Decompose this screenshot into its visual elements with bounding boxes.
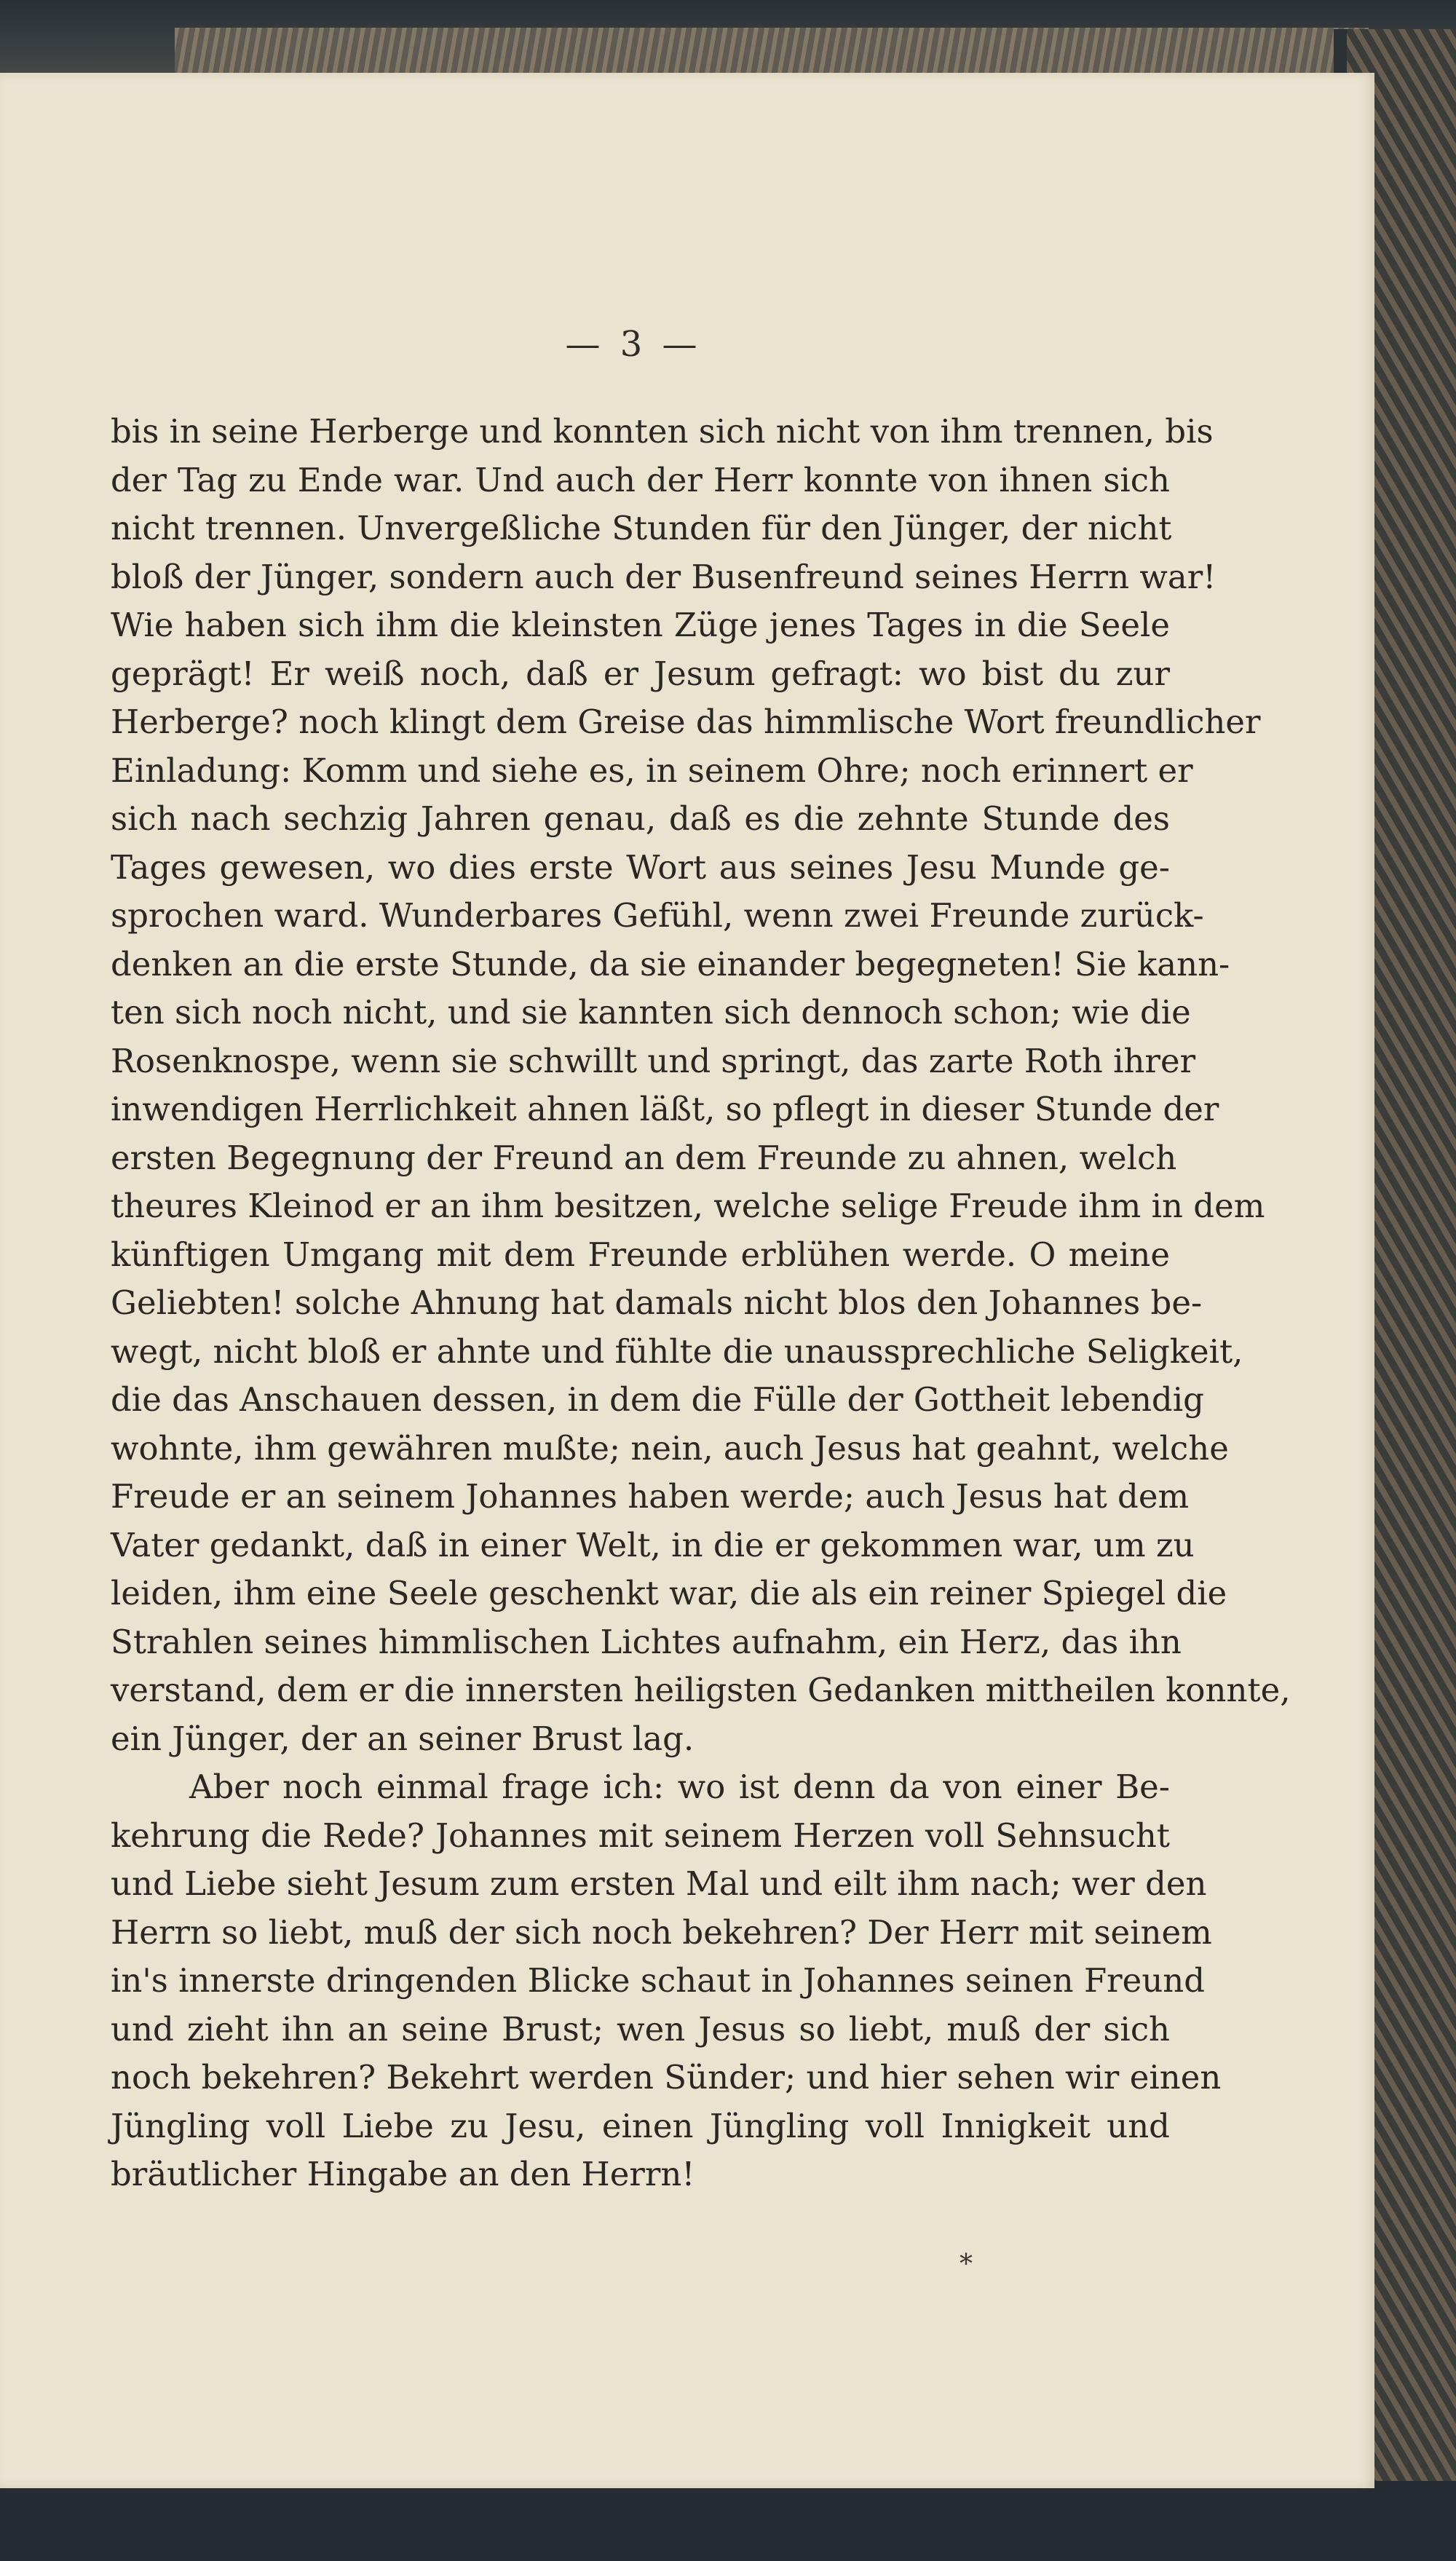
text-line: Strahlen seines himmlischen Lichtes aufnahm, ein Herz, das ihn [111,1622,1182,1661]
body-text [111,408,1291,2199]
text-line: bloß der Jünger, sondern auch der Busenfreund seines Herrn war! [111,557,1216,596]
text-line: inwendigen Herrlichkeit ahnen läßt, so pflegt in dieser Stunde der [111,1090,1219,1128]
text-line: Jüngling voll Liebe zu Jesu, einen Jüngling voll Innigkeit und [111,2106,1170,2145]
footnote-mark: * [960,2249,973,2279]
text-line: bis in seine Herberge und konnten sich nicht von ihm trennen, bis [111,412,1214,451]
text-line: künftigen Umgang mit dem Freunde erblühen werde. O meine [111,1235,1170,1274]
text-line: ten sich noch nicht, und sie kannten sich dennoch schon; wie die [111,993,1191,1032]
text-line: und Liebe sieht Jesum zum ersten Mal und eilt ihm nach; wer den [111,1864,1207,1903]
text-line: und zieht ihn an seine Brust; wen Jesus so liebt, muß der sich [111,2009,1170,2049]
marbled-edge [175,28,1369,73]
text-line: noch bekehren? Bekehrt werden Sünder; und hier sehen wir einen [111,2058,1222,2097]
text-line: sprochen ward. Wunderbares Gefühl, wenn zwei Freunde zurück- [111,896,1204,935]
background-bottom [0,2481,1456,2561]
text-line: wegt, nicht bloß er ahnte und fühlte die unaussprechliche Seligkeit, [111,1331,1243,1371]
text-line: Geliebten! solche Ahnung hat damals nicht blos den Johannes be- [111,1283,1203,1322]
binding-top-edge [0,0,1456,80]
text-line: die das Anschauen dessen, in dem die Fülle der Gottheit lebendig [111,1380,1204,1419]
text-line: verstand, dem er die innersten heiligsten Gedanken mittheilen konnte, [111,1671,1291,1709]
text-line: Herrn so liebt, muß der sich noch bekehren? Der Herr mit seinem [111,1912,1212,1952]
text-line: der Tag zu Ende war. Und auch der Herr konnte von ihnen sich [111,460,1170,499]
text-line: Vater gedankt, daß in einer Welt, in die er gekommen war, um zu [111,1525,1195,1564]
text-line: Herberge? noch klingt dem Greise das himmlische Wort freundlicher [111,702,1261,741]
text-line: denken an die erste Stunde, da sie einander begegneten! Sie kann- [111,944,1230,983]
text-line: kehrung die Rede? Johannes mit seinem Herzen voll Sehnsucht [111,1816,1170,1855]
text-line: leiden, ihm eine Seele geschenkt war, die als ein reiner Spiegel die [111,1574,1227,1612]
page-number: — 3 — [565,324,702,365]
text-line: wohnte, ihm gewähren mußte; nein, auch Jesus hat geahnt, welche [111,1428,1229,1468]
text-line: Tages gewesen, wo dies erste Wort aus seines Jesu Munde ge- [111,847,1170,887]
text-line: Einladung: Komm und siehe es, in seinem Ohre; noch erinnert er [111,751,1193,790]
book-page [0,73,1374,2488]
text-line: Freude er an seinem Johannes haben werde; auch Jesus hat dem [111,1477,1190,1516]
text-line: Wie haben sich ihm die kleinsten Züge jenes Tages in die Seele [111,606,1170,644]
text-line: theures Kleinod er an ihm besitzen, welche selige Freude ihm in dem [111,1187,1265,1225]
text-line: geprägt! Er weiß noch, daß er Jesum gefragt: wo bist du zur [111,654,1170,693]
paragraph-end-line: ein Jünger, der an seiner Brust lag. [111,1719,695,1758]
text-line: Rosenknospe, wenn sie schwillt und springt, das zarte Roth ihrer [111,1041,1196,1080]
paragraph-start-line: Aber noch einmal frage ich: wo ist denn da von einer Be- [189,1768,1170,1806]
text-line: in's innerste dringenden Blicke schaut in Johannes seinen Freund [111,1961,1206,2000]
text-line: sich nach sechzig Jahren genau, daß es die zehnte Stunde des [111,799,1170,838]
text-line: ersten Begegnung der Freund an dem Freunde zu ahnen, welch [111,1138,1177,1177]
text-line: nicht trennen. Unvergeßliche Stunden für den Jünger, der nicht [111,509,1172,547]
paragraph-end-line: bräutlicher Hingabe an den Herrn! [111,2155,695,2193]
